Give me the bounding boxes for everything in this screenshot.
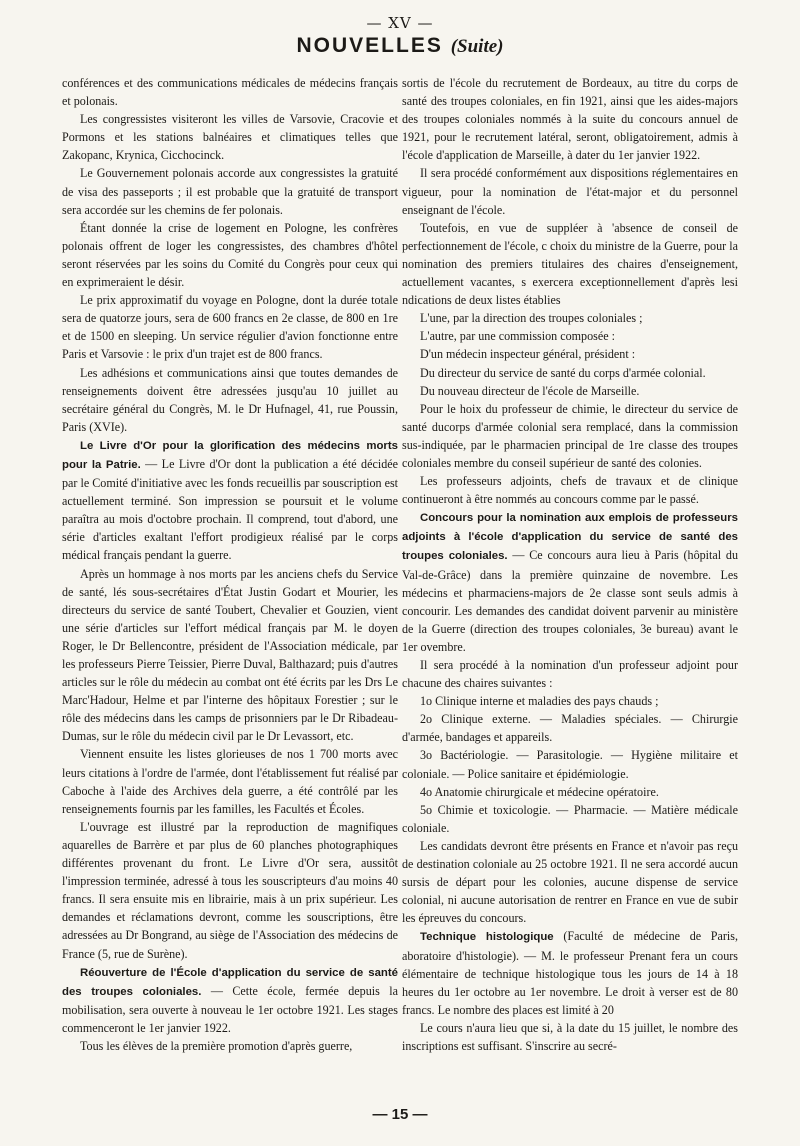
paragraph-text: Les congressistes visiteront les villes de Varsovie, Cracovie et Pormons et les stations balnéaires et climatiques telles que Zakopanc, Krynica, Cicchocinck. — [62, 112, 398, 163]
paragraph — [402, 364, 738, 382]
paragraph — [402, 837, 738, 927]
paragraph — [62, 164, 398, 218]
paragraph-text: Étant donnée la crise de logement en Pologne, les confrères polonais offrent de loger les congressistes, des chambres d'hôtel seront réservées par les soins du Comité du Congrès pour ceux qui en exprimeraient le désir. — [62, 220, 398, 290]
paragraph — [62, 291, 398, 363]
paragraph-heading: Concours pour la nomination aux emplois de professeurs adjoints à l'école d'application du service de santé des troupes coloniales. — [402, 512, 738, 563]
paragraph-text: Les adhésions et communications ainsi que toutes demandes de renseignements doivent être adressées jusqu'au 10 juillet au secrétaire général du Congrès, M. le Dr Hufnagel, 41, rue Poussin, Paris (XVIe). — [62, 365, 398, 434]
paragraph-text: L'une, par la direction des troupes coloniales ; — [420, 311, 643, 326]
paragraph — [62, 1037, 398, 1055]
paragraph-text: Le Gouvernement polonais accorde aux congressistes la gratuité de visa des passeports ; il est probable que la gratuité de transport sera accordée sur les chemins de fer polonais. — [62, 166, 398, 217]
paragraph — [402, 746, 738, 782]
paragraph — [402, 472, 738, 508]
paragraph-text: Tous les élèves de la première promotion d'après guerre, — [80, 1038, 353, 1053]
paragraph-heading: Technique histologique — [420, 931, 554, 944]
paragraph-text: 2o Clinique externe. — Maladies spéciales. — Chirurgie d'armée, bandages et appareils. — [402, 712, 738, 745]
paragraph — [62, 745, 398, 817]
paragraph-text: Le cours n'aura lieu que si, à la date du 15 juillet, le nombre des inscriptions est suffisant. S'inscrire au secré- — [402, 1020, 738, 1053]
section-title-suffix: (Suite) — [450, 36, 504, 57]
paragraph — [62, 565, 398, 746]
paragraph — [402, 219, 738, 309]
paragraph-text: Il sera procédé à la nomination d'un professeur adjoint pour chacune des chaires suivantes : — [402, 658, 738, 691]
paragraph-text: Après un hommage à nos morts par les anciens chefs du Service de santé, lés sous-secrétaires d'État Justin Godart et Mourier, les directeurs du service de santé Toubert, Chevalier et Gouzien, vient une série d'articles sur l'effort médical français par M. le doyen Roger, le Dr Bellencontre, président de l'Association médicale, par les professeurs Pierre Teissier, Pierre Duval, Balthazard; puis d'autres articles sur le rôle du médecin au combat ont été écrits par les Drs Le Marc'Hadour, Helme et par l'interne des hôpitaux Forestier ; sur le rôle des médecins dans les camps de prisonniers par le Dr Ribadeau-Dumas, sur le rôle du médecin civil par le Dr Levassort, etc. — [62, 566, 398, 744]
paragraph — [62, 219, 398, 291]
paragraph-heading: Réouverture de l'École d'application du service de santé des troupes coloniales. — [62, 966, 398, 998]
page-title — [0, 34, 800, 58]
paragraph — [402, 327, 738, 345]
paragraph-text: Du nouveau directeur de l'école de Marseille. — [420, 383, 640, 398]
paragraph-text: (Faculté de médecine de Paris, aboratoire d'histologie). — M. le professeur Prenant fera un cours élémentaire de technique histologique tous les jours de 14 à 18 heures du 1er octobre au 1er novembre. Le droit à verser est de 80 francs. Le nombre des places est limité à 20 — [402, 929, 738, 1017]
paragraph — [402, 927, 738, 1018]
paragraph-text: L'ouvrage est illustré par la reproduction de magnifiques aquarelles de Barrère et par plus de 60 planches photographiques différentes provenant du front. Le Livre d'Or sera, aussitôt l'impression terminée, adressé à tous les souscripteurs d'au moins 40 francs. Il sera ensuite mis en librairie, mais à un prix supérieur. Les demandes et réclamations devront, comme les souscriptions, être adressées au Dr Bongrand, au siège de l'Association des médecins de France (5, rue de Surène). — [62, 819, 398, 961]
paragraph — [402, 656, 738, 692]
paragraph — [402, 74, 738, 164]
left-column — [62, 74, 398, 1055]
right-column — [402, 74, 738, 1055]
paragraph-text: Il sera procédé conformément aux dispositions réglementaires en vigueur, pour la nomination de l'état-major et du personnel enseignant de l'école. — [402, 166, 738, 217]
paragraph-text: sortis de l'école du recrutement de Bordeaux, au titre du corps de santé des troupes coloniales, en fin 1921, ainsi que les aides-majors des troupes coloniales nommés à la suite du concours annuel de 1921, pour le recrutement latéral, seront, obligatoirement, admis à l'école d'application de Marseille, à dater du 1er janvier 1922. — [402, 76, 738, 163]
paragraph-text: — Le Livre d'Or dont la publication a été décidée par le Comité d'initiative avec les fonds recueillis par souscription est actuellement terminé. Son impression se poursuit et le volume paraîtra au mois d'octobre prochain. Il comprend, tout d'abord, une série d'articles exaltant l'effort prodigieux réalisé par le corps médical français pendant la guerre. — [62, 456, 399, 563]
paragraph-text: 5o Chimie et toxicologie. — Pharmacie. — Matière médicale coloniale. — [402, 802, 738, 835]
paragraph — [62, 963, 398, 1037]
paragraph — [402, 164, 738, 218]
paragraph — [402, 345, 738, 363]
paragraph — [402, 801, 738, 837]
paragraph-text: Les professeurs adjoints, chefs de travaux et de clinique continueront à être nommés au concours comme par le passé. — [402, 474, 738, 507]
paragraph-text: Les candidats devront être présents en France et n'avoir pas reçu de destination coloniale au 25 octobre 1921. Il ne sera accordé aucun sursis de départ pour les colonies, aucune dispense de service colonial, ni aucune autorisation de rentrer en France en vue de subir les épreuves du concours. — [402, 838, 738, 926]
paragraph — [402, 710, 738, 746]
paragraph-text: 1o Clinique interne et maladies des pays chauds ; — [420, 694, 659, 709]
paragraph — [402, 508, 738, 656]
paragraph-text: Viennent ensuite les listes glorieuses de nos 1 700 morts avec leurs citations à l'ordre de l'armée, dont l'établissement fut réalisé par Caboche à l'aide des Archives dela guerre, a été contrôlé par les renseignements fournis par les familles, les Facultés et Écoles. — [62, 747, 398, 816]
paragraph — [402, 783, 738, 801]
paragraph — [402, 692, 738, 710]
paragraph-text: D'un médecin inspecteur général, président : — [420, 347, 636, 362]
paragraph — [62, 110, 398, 164]
paragraph-heading: Le Livre d'Or pour la glorification des médecins morts pour la Patrie. — [62, 439, 398, 471]
paragraph — [62, 364, 398, 436]
paragraph-text: — Ce concours aura lieu à Paris (hôpital du Val-de-Grâce) dans la première quinzaine de novembre. Les médecins et pharmaciens-majors de 2e classe sont seuls admis à concourir. Les demandes des candidat doivent parvenir au ministère de la Guerre (direction des troupes coloniales, 3e bureau) avant le 1er ovembre. — [402, 548, 739, 654]
paragraph — [402, 382, 738, 400]
page-number: — 15 — — [372, 1106, 428, 1123]
paragraph — [62, 436, 398, 565]
paragraph-text: — Cette école, fermée depuis la mobilisation, sera ouverte à nouveau le 1er octobre 1921. Les stages commenceront le 1er janvier 1922. — [62, 983, 398, 1035]
paragraph-text: Du directeur du service de santé du corps d'armée colonial. — [420, 365, 706, 380]
page-roman-numeral: — XV — — [366, 14, 434, 32]
paragraph — [62, 818, 398, 963]
paragraph — [402, 400, 738, 472]
paragraph — [402, 309, 738, 327]
section-title: NOUVELLES — [296, 34, 443, 57]
paragraph — [402, 1019, 738, 1055]
paragraph-text: L'autre, par une commission composée : — [420, 329, 615, 344]
paragraph-text: Le prix approximatif du voyage en Pologne, dont la durée totale sera de quatorze jours, sera de 600 francs en 2e classe, de 800 en 1re et de 1500 en sleeping. Un service régulier d'avion fonctionne entre Paris et Varsovie : le prix d'un trajet est de 800 francs. — [62, 293, 398, 362]
paragraph-text: conférences et des communications médicales de médecins français et polonais. — [62, 76, 398, 109]
paragraph-text: Toutefois, en vue de suppléer à 'absence de conseil de perfectionnement de l'école, c choix du ministre de la Guerre, pour la nomination des premiers titulaires des chaires d'enseignement, actuellement vacantes, s exercera exceptionnellement d'après lesi ndications de deux listes établies — [402, 220, 738, 308]
paragraph-text: Pour le hoix du professeur de chimie, le directeur du service de santé ducorps d'armée colonial sera remplacé, dans la commission sus-indiquée, par le pharmacien principal de 1re classe des troupes coloniales membre du conseil supérieur de santé des colonies. — [402, 401, 738, 470]
paragraph — [62, 74, 398, 110]
paragraph-text: 4o Anatomie chirurgicale et médecine opératoire. — [420, 784, 659, 799]
paragraph-text: 3o Bactériologie. — Parasitologie. — Hygiène militaire et coloniale. — Police sanitaire et épidémiologie. — [402, 748, 738, 781]
